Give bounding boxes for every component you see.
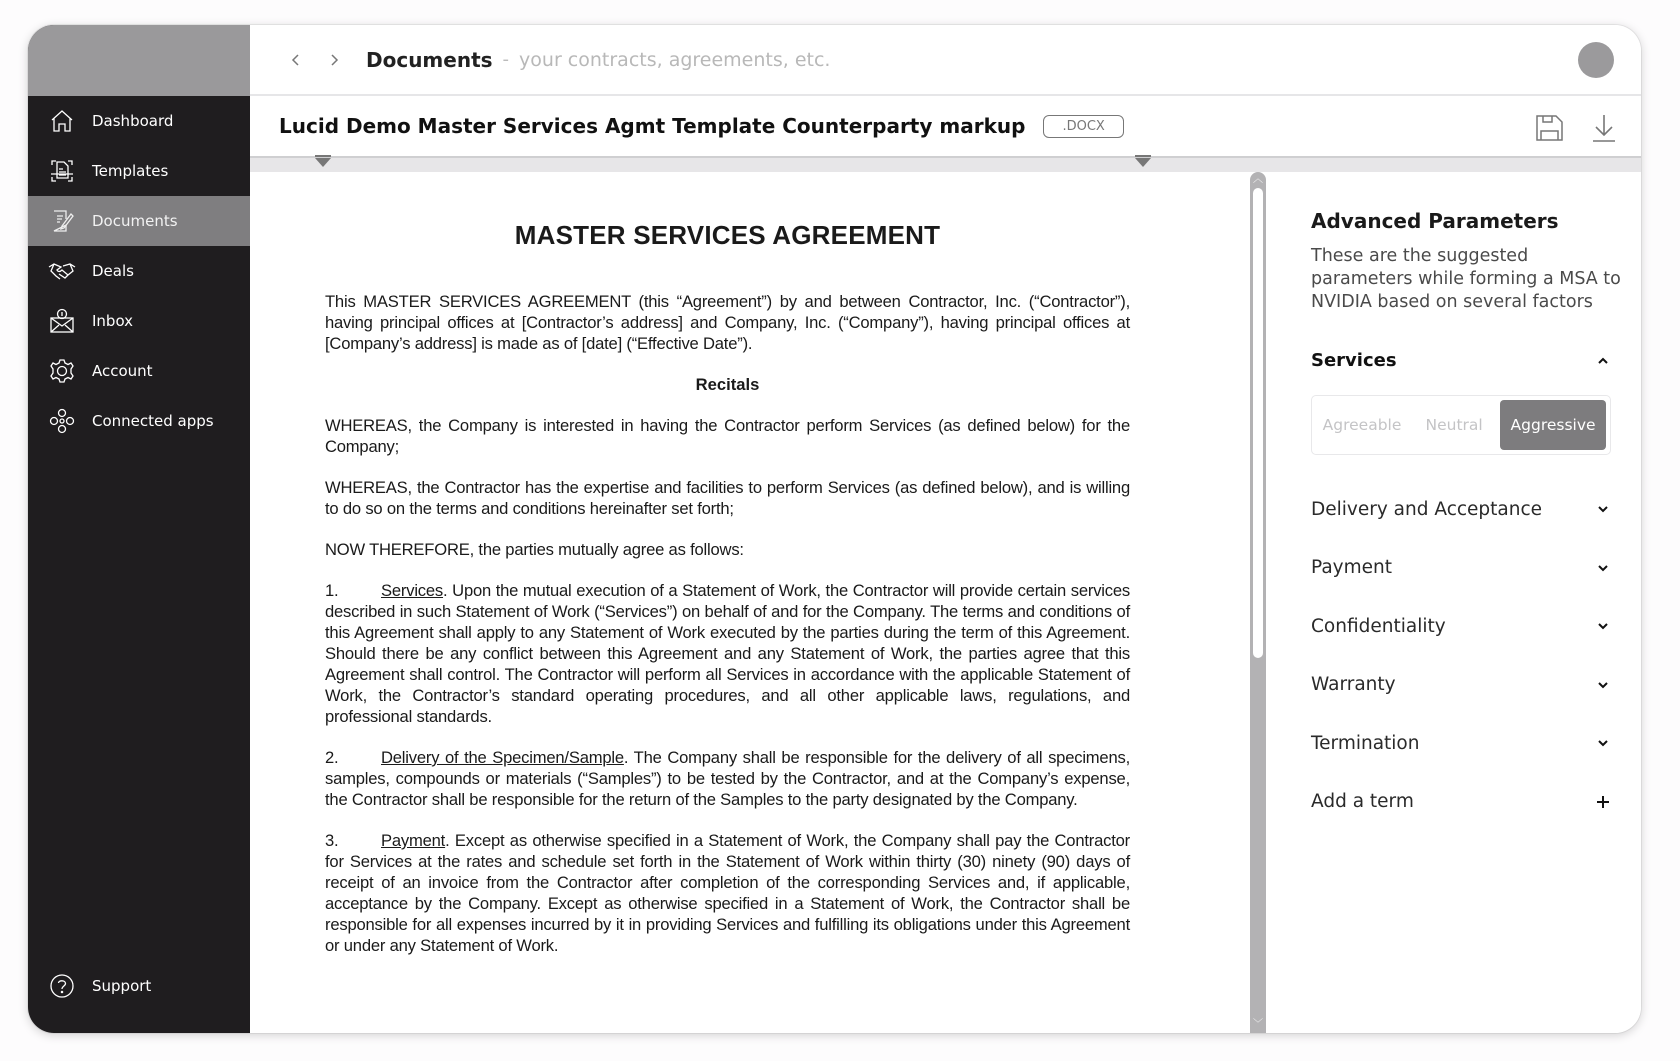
chevron-down-icon (1595, 677, 1611, 693)
chevron-up-icon (1595, 353, 1611, 369)
section-delivery (325, 747, 1130, 810)
sidebar-item-dashboard[interactable] (28, 96, 250, 146)
chevron-down-icon (1595, 618, 1611, 634)
handshake-icon (48, 257, 76, 285)
sidebar-item-connected-apps[interactable] (28, 396, 250, 446)
section-number: 2. (325, 748, 339, 767)
section-services (325, 580, 1130, 727)
sidebar (28, 25, 250, 1033)
term-label: Payment (1311, 557, 1392, 579)
page-subtitle: your contracts, agreements, etc. (519, 48, 831, 71)
section-number: 3. (325, 831, 339, 850)
term-termination[interactable] (1311, 714, 1611, 773)
now-therefore-paragraph: NOW THEREFORE, the parties mutually agree as follows: (325, 540, 744, 559)
apps-network-icon (48, 407, 76, 435)
mail-notification-icon (48, 307, 76, 335)
save-icon (1532, 111, 1566, 145)
intro-paragraph: This MASTER SERVICES AGREEMENT (this “Agreement”) by and between Contractor, Inc. (“Contractor”), having principal offices at [Contractor’s address] and Company, Inc. (“Company”), having principal offices at [Company’s address] is made as of [date] (“Effective Date”). (325, 292, 1130, 353)
chevron-left-icon (289, 53, 303, 67)
home-icon (48, 107, 76, 135)
sidebar-item-templates[interactable] (28, 146, 250, 196)
term-delivery-and-acceptance[interactable] (1311, 480, 1611, 539)
document-bar (250, 96, 1641, 158)
sidebar-item-label: Documents (92, 212, 178, 230)
download-button[interactable] (1587, 111, 1621, 145)
section-title: Services (381, 581, 444, 600)
section-body: . The Company shall be responsible for the delivery of all specimens, samples, compounds or materials (“Samples”) to be tested by the Contractor, and at the Company’s expense, the Contractor shall be responsible for the return of the Samples to the party designated by the Company. (325, 748, 1130, 809)
panel-title: Advanced Parameters (1311, 209, 1559, 233)
chevron-right-icon (327, 53, 341, 67)
services-label: Services (1311, 350, 1397, 371)
sidebar-item-label: Templates (92, 162, 169, 180)
sidebar-item-documents[interactable] (28, 196, 250, 246)
plus-icon (1595, 794, 1611, 810)
advanced-parameters-panel (1266, 172, 1641, 1033)
sidebar-nav (28, 96, 250, 446)
terms-list (1311, 480, 1611, 831)
download-icon (1587, 111, 1621, 145)
option-aggressive[interactable]: Aggressive (1500, 400, 1606, 450)
document-viewer[interactable] (250, 172, 1222, 1033)
whereas-paragraph-1: WHEREAS, the Company is interested in having the Contractor perform Services (as defined below) for the Company; (325, 416, 1130, 456)
term-label: Delivery and Acceptance (1311, 498, 1543, 520)
app-window (28, 25, 1641, 1033)
panel-description: These are the suggested parameters while forming a MSA to NVIDIA based on several factors (1311, 246, 1621, 312)
section-title: Delivery of the Specimen/Sample (381, 748, 624, 767)
left-margin-marker[interactable] (315, 158, 331, 167)
page-title: Documents (366, 47, 493, 72)
sidebar-item-label: Account (92, 362, 153, 380)
sidebar-item-label: Inbox (92, 312, 134, 330)
sidebar-item-account[interactable] (28, 346, 250, 396)
option-neutral[interactable]: Neutral (1425, 416, 1483, 434)
term-confidentiality[interactable] (1311, 597, 1611, 656)
sidebar-item-inbox[interactable] (28, 296, 250, 346)
term-label: Confidentiality (1311, 615, 1446, 637)
sidebar-item-label: Connected apps (92, 412, 214, 430)
sidebar-item-deals[interactable] (28, 246, 250, 296)
chevron-down-icon (1595, 735, 1611, 751)
help-circle-icon (48, 972, 76, 1000)
gear-icon (48, 357, 76, 385)
section-payment (325, 830, 1130, 956)
right-margin-marker[interactable] (1135, 158, 1151, 167)
scrollbar-thumb[interactable] (1253, 188, 1263, 658)
chevron-down-icon (1595, 501, 1611, 517)
save-button[interactable] (1532, 111, 1566, 145)
section-body: . Except as otherwise specified in a Statement of Work, the Company shall pay the Contractor for Services at the rates and schedule set forth in the Statement of Work within thirty (30) ninety (90) days of receipt of an invoice from the Contractor after completion of the corresponding Services and, if applicable, acceptance by the Company. Except as otherwise specified in a Statement of Work, the Contractor shall be responsible for all expenses incurred by it in providing Services and fulfilling its obligations under this Agreement or under any Statement of Work. (325, 831, 1130, 955)
services-section-toggle[interactable] (1311, 350, 1611, 371)
template-icon (48, 157, 76, 185)
section-body: . Upon the mutual execution of a Statement of Work, the Contractor will provide certain services described in such Statement of Work (“Services”) on behalf of and for the Company. The terms and conditions of this Agreement shall apply to any Statement of Work executed by the parties during the term of this Agreement. Should there be any conflict between this Agreement and any Statement of Work, the parties agree that this Agreement shall control. The Contractor will perform all Services in accordance with the applicable Statement of Work, the Contractor’s standard operating procedures, and all other applicable laws, regulations, and professional standards. (325, 581, 1130, 726)
document-scrollbar[interactable] (1250, 172, 1266, 1033)
option-agreeable[interactable]: Agreeable (1322, 416, 1402, 434)
services-stance-selector (1311, 395, 1611, 455)
sidebar-item-support[interactable] (28, 961, 250, 1011)
whereas-paragraph-2: WHEREAS, the Contractor has the expertise and facilities to perform Services (as defined below), and is willing to do so on the terms and conditions hereinafter set forth; (325, 478, 1130, 518)
avatar[interactable] (1578, 42, 1614, 78)
ruler (250, 158, 1641, 172)
main-content (250, 25, 1641, 1033)
section-title: Payment (381, 831, 446, 850)
document-edit-icon (48, 207, 76, 235)
document-heading: MASTER SERVICES AGREEMENT (514, 220, 941, 250)
sidebar-item-label: Deals (92, 262, 134, 280)
back-button[interactable] (286, 50, 306, 70)
term-label: Termination (1311, 732, 1420, 754)
chevron-up-icon[interactable]: ︿ (1253, 174, 1263, 185)
sidebar-item-label: Dashboard (92, 112, 174, 130)
chevron-down-icon[interactable]: ﹀ (1253, 1019, 1263, 1030)
term-payment[interactable] (1311, 539, 1611, 598)
forward-button[interactable] (324, 50, 344, 70)
document-page (325, 172, 1130, 956)
add-term-button[interactable] (1311, 773, 1611, 832)
recitals-heading: Recitals (695, 375, 760, 394)
sidebar-logo-area (28, 25, 250, 96)
document-title: Lucid Demo Master Services Agmt Template Counterparty markup (279, 114, 1026, 138)
format-badge: .DOCX (1043, 115, 1123, 138)
title-separator: - (502, 49, 510, 70)
term-label: Warranty (1311, 674, 1396, 696)
top-bar (250, 25, 1641, 96)
section-number: 1. (325, 581, 339, 600)
sidebar-item-label: Support (92, 977, 152, 995)
term-warranty[interactable] (1311, 656, 1611, 715)
chevron-down-icon (1595, 560, 1611, 576)
add-term-label: Add a term (1311, 791, 1414, 813)
